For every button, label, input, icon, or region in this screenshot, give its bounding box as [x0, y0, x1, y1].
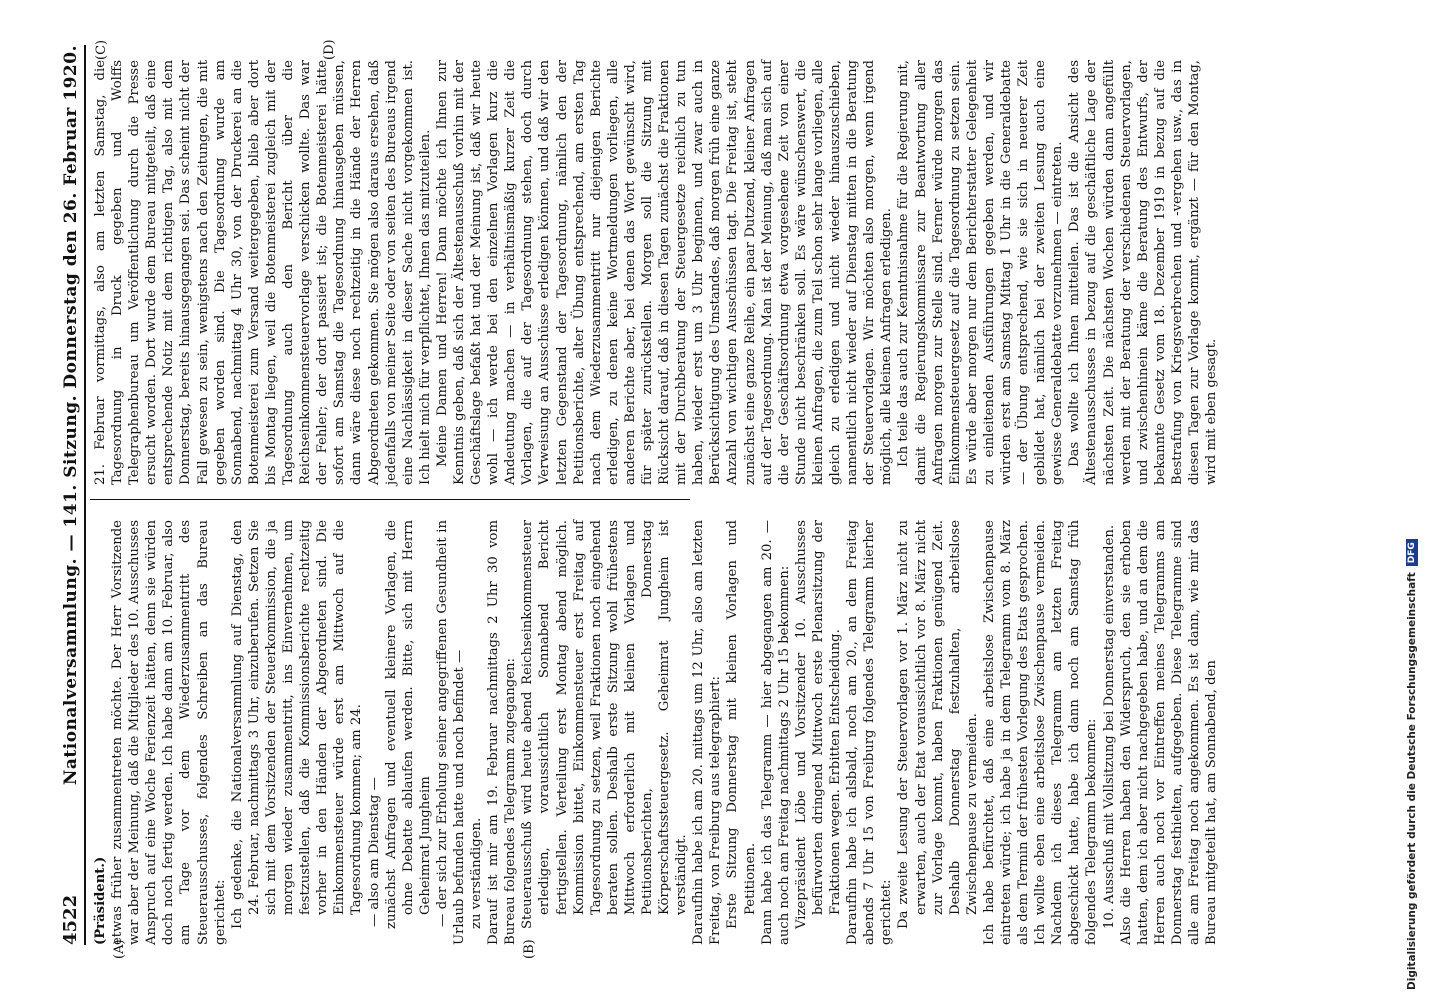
paragraph: Also die Herren haben den Widerspruch, den sie erhoben hatten, dem ich aber nicht nachgegeben habe, und an dem die Herren auch noch vor Eintreffen meines Telegramms am Donnerstag festhielten, aufgegeben. Diese Telegramme sind alle am Freitag noch angekommen. Es ist dann, wie mir das Bureau mitgeteilt hat, am Sonnabend, den	[1118, 520, 1220, 945]
paragraph: etwas früher zusammentreten möchte. Der Herr Vorsitzende war aber der Meinung, daß die Mitglieder des 10. Ausschusses Anspruch auf eine Woche Ferienzeit hätten, denn sie würden doch noch fertig werden. Ich habe dann am 10. Februar, also am Tage vor dem Wiederzusammentritt des Steuerausschusses, folgendes Schreiben an das Bureau gerichtet:	[110, 520, 228, 945]
paragraph: Daraufhin habe ich alsbald, noch am 20., an dem Freitag abends 7 Uhr 15 von Freiburg folgendes Telegramm hierher gerichtet:	[845, 520, 895, 945]
digitization-credit	[1406, 539, 1418, 990]
telegram: 10. Ausschuß mit Vollsitzung bei Donnerstag einverstanden.	[1101, 524, 1117, 929]
paragraph: Dann habe ich das Telegramm — hier abgegangen am 20. — auch noch am Freitag nachmittags 2 Uhr 15 bekommen:	[759, 520, 792, 945]
margin-marker-a: (A)	[112, 939, 127, 959]
document-page	[52, 39, 1362, 959]
quoted-letter: zunächst Anfragen und eventuell kleinere Vorlagen, die ohne Debatte ablaufen werden. Bitte, sich mit Herrn Geheimrat Jungheim	[383, 520, 433, 929]
margin-marker-d: (D)	[322, 39, 337, 60]
telegram: Steuerausschuß wird heute abend Reichseinkommensteuer erledigen, voraussichtlich Sonnabend Bericht fertigstellen. Verteilung erst Montag abend möglich. Kommission bittet, Einkommensteuer erst Freitag auf Tagesordnung zu setzen, weil Fraktionen noch eingehend beraten sollen. Deshalb erste Sitzung wohl frühestens Mittwoch erforderlich mit kleinen Vorlagen und Petitionsberichten, Donnerstag Körperschaftssteuergesetz. Geheimrat Jungheim ist verständigt.	[520, 520, 690, 929]
dfg-logo: DFG	[1406, 539, 1418, 566]
page-number: 4522	[60, 894, 81, 945]
left-column	[92, 520, 1220, 945]
telegram: Da zweite Lesung der Steuervorlagen vor 1. März nicht zu erwarten, auch der Etat voraussichtlich vor 8. März nicht zur Vorlage kommt, haben Fraktionen genügend Zeit. Deshalb Donnerstag festzuhalten, arbeitslose Zwischenpause zu vermeiden.	[896, 520, 980, 929]
paragraph: Daraufhin habe ich am 20. mittags um 12 Uhr, also am letzten Freitag, von Freiburg aus telegraphiert:	[691, 520, 724, 945]
paragraph: Darauf ist mir am 19. Februar nachmittags 2 Uhr 30 vom Bureau folgendes Telegramm zugegangen:	[486, 520, 519, 945]
column-divider	[90, 499, 690, 500]
margin-marker-c: (C)	[94, 39, 109, 60]
paragraph: Das wollte ich Ihnen mitteilen. Das ist die Ansicht des Ältestenausschusses in bezug auf die geschäftliche Lage der nächsten Zeit. Die nächsten Wochen würden dann angefüllt werden mit der Beratung der verschiedenen Steuervorlagen, und zwischenhinein käme die Beratung des Entwurfs, der bekannte Gesetz vom 18. Dezember 1919 in bezug auf die Bestrafung von Kriegsverbrechen und -vergehen usw., das in diesen Tagen zur Vorlage kommt, ergänzt — für den Montag, wird mit eben gesagt.	[1067, 60, 1220, 485]
quoted-letter: zu verständigen.	[469, 817, 485, 929]
paragraph: — also am Dienstag —	[366, 777, 382, 927]
paragraph: 21. Februar vormittags, also am letzten Samstag, die Tagesordnung in Druck gegeben und Wolffs Telegraphenbureau um Veröffentlichung durch die Presse ersucht worden. Dort wurde dem Bureau mitgeteilt, daß eine entsprechende Notiz mit dem richtigen Tag, also mit dem Donnerstag, bereits hinausgegangen sei. Das scheint nicht der Fall gewesen zu sein, wenigstens nach den Zeitungen, die mit gegeben worden sind. Die Tagesordnung wurde am Sonnabend, nachmittag 4 Uhr 30, von der Druckerei an die Botenmeisterei zum Versand weitergegeben, blieb aber dort bis Montag liegen, weil die Botenmeisterei zugleich mit der Tagesordnung auch den Bericht über die Reichseinkommensteuervorlage verschicken wollte. Das war der Fehler; der dort passiert ist; die Botenmeisterei hätte sofort am Samstag die Tagesordnung hinausgeben müssen, dann wäre diese noch rechtzeitig in die Hände der Herren Abgeordneten gekommen. Sie mögen also daraus ersehen, daß jedenfalls von meiner Seite oder von seiten des Bureaus irgend eine Nachlässigkeit in dieser Sache nicht vorgekommen ist. Ich hielt mich für verpflichtet, Ihnen das mitzuteilen.	[93, 60, 433, 485]
paragraph: Meine Damen und Herren! Dann möchte ich Ihnen zur Kenntnis geben, daß sich der Ältestenausschuß vorhin mit der Geschäftslage befaßt hat und der Meinung ist, daß wir heute wohl — ich werde bei den einzelnen Vorlagen kurz die Andeutung machen — in verhältnismäßig kurzer Zeit die Vorlagen, die auf der Tagesordnung stehen, doch durch Verweisung an Ausschüsse erledigen können, und daß wir den letzten Gegenstand der Tagesordnung, nämlich den der Petitionsberichte, alter Übung entsprechend, am ersten Tag nach dem Wiederzusammentritt nur diejenigen Berichte erledigen, zu denen keine Wortmeldungen vorliegen, alle anderen Berichte aber, bei denen das Wort gewünscht wird, für später zurückstellen. Morgen soll die Sitzung mit Rücksicht darauf, daß in diesen Tagen zunächst die Fraktionen mit der Durchberatung der Steuergesetze reichlich zu tun haben, wieder erst um 3 Uhr beginnen, und zwar auch in Berücksichtigung des Umstandes, daß morgen früh eine ganze Anzahl von wichtigen Ausschüssen tagt. Die Freitag ist, steht zunächst eine ganze Reihe, ein paar Dutzend, kleiner Anfragen auf der Tagesordnung. Man ist der Meinung, daß man sich auf die der Geschäftsordnung etwa vorgesehene Zeit von einer Stunde nicht beschränken soll. Es wäre wünschenswert, die kleinen Anfragen, die zum Teil schon sehr lange vorliegen, alle gleich zu erledigen und nicht wieder hinauszuschieben, namentlich nicht wieder auf Dienstag mitten in die Beratung der Steuervorlagen. Wir möchten also morgen, wenn irgend möglich, alle kleinen Anfragen erledigen.	[434, 60, 895, 485]
paragraph: Ich teile das auch zur Kenntnisnahme für die Regierung mit, damit die Regierungskommissare zur Beantwortung aller Anfragen morgen zur Stelle sind. Ferner würde morgen das Einkommensteuergesetz auf die Tagesordnung zu setzen sein. Es würde aber morgen nur dem Berichterstatter Gelegenheit zu einleitenden Ausführungen gegeben werden, und wir würden erst am Samstag Mittag 1 Uhr in die Generaldebatte — der Übung entsprechend, wie sie sich in neuerer Zeit gebildet hat, nämlich bei der zweiten Lesung auch eine gewisse Generaldebatte vorzunehmen — eintreten.	[896, 60, 1066, 485]
quoted-letter: Ich gedenke, die Nationalversammlung auf Dienstag, den 24. Februar, nachmittags 3 Uhr, einzuberufen. Setzen Sie sich mit dem Vorsitzenden der Steuerkommission, die ja morgen wieder zusammentritt, ins Einvernehmen, um festzustellen, daß die Kommissionsberichte rechtzeitig vorher in den Händen der Abgeordneten sind. Die Einkommensteuer würde erst am Mittwoch auf die Tagesordnung kommen; am 24.	[229, 520, 365, 929]
telegram: Erste Sitzung Donnerstag mit kleinen Vorlagen und Petitionen.	[725, 520, 758, 929]
page-title: Nationalversammlung. — 141. Sitzung. Donnerstag den 26. Februar 1920.	[61, 45, 81, 786]
paragraph: — der sich zur Erholung seiner angegriffenen Gesundheit in Urlaub befunden hatte und noch befindet —	[434, 520, 467, 945]
paragraph: (Präsident.)	[93, 856, 108, 945]
page-header	[52, 45, 86, 945]
right-column	[92, 60, 1220, 485]
paragraph: Ich habe befürchtet, daß eine arbeitslose Zwischenpause eintreten würde; ich habe ja in dem Telegramm vom 8. März als dem Termin der frühesten Vorlegung des Etats gesprochen. Ich wollte eben eine arbeitslose Zwischenpause vermeiden. Nachdem ich dieses Telegramm am letzten Freitag abgeschickt hatte, habe ich dann noch am Samstag früh folgendes Telegramm bekommen:	[981, 520, 1100, 945]
margin-marker-b: (B)	[522, 939, 537, 959]
telegram: Vizepräsident Löbe und Vorsitzender 10. Ausschusses befürworten dringend Mittwoch erste Plenarsitzung der Fraktionen wegen. Erbitten Entscheidung.	[793, 520, 844, 929]
credit-text: Digitalisierung gefördert durch die Deutsche Forschungsgemeinschaft	[1406, 572, 1418, 990]
